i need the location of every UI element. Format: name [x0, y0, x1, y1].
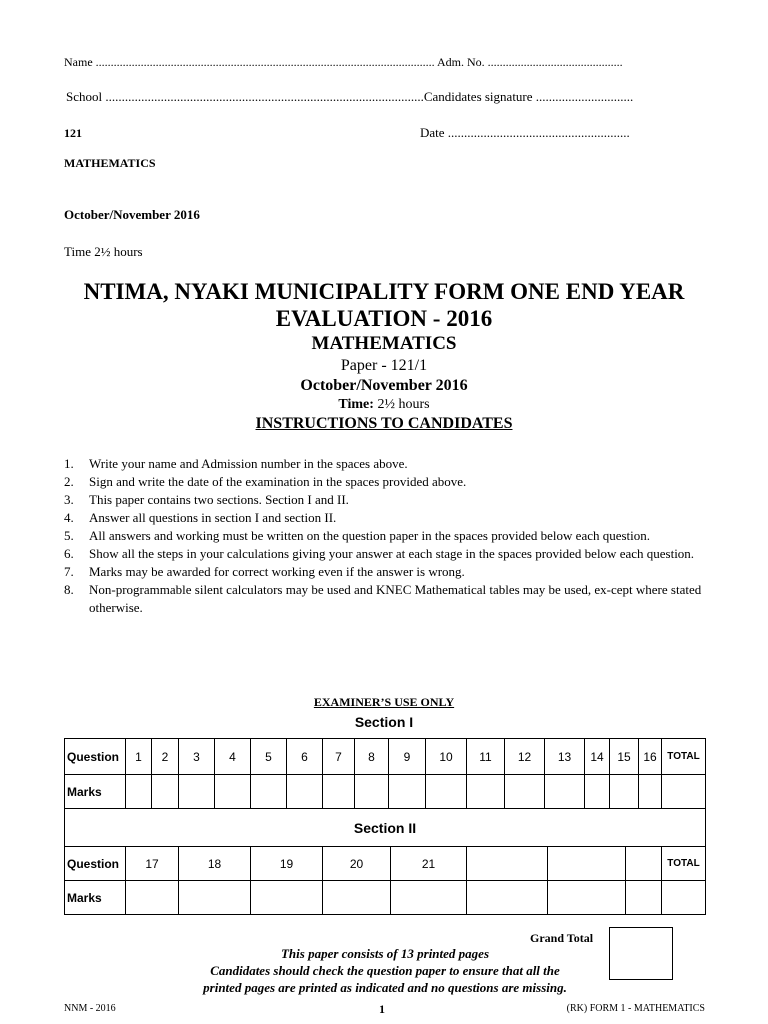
marks-cell[interactable]: [610, 775, 639, 809]
question-number: 10: [426, 739, 467, 775]
title-time: [0, 397, 768, 413]
section-2-table: [64, 846, 706, 915]
marks-cell[interactable]: [126, 775, 152, 809]
instruction-item: 7. Marks may be awarded for correct working even if the answer is wrong.: [64, 564, 465, 579]
notice-line-2: Candidates should check the question paper to ensure that all the: [210, 963, 560, 978]
section-2-title: Section II: [65, 809, 706, 847]
marks-cell[interactable]: [391, 881, 467, 915]
title-session: October/November 2016: [300, 377, 468, 394]
page-number: 1: [379, 1002, 385, 1016]
question-number: 1: [126, 739, 152, 775]
footer-right: (RK) FORM 1 - MATHEMATICS: [566, 1003, 705, 1014]
instruction-item: 8. Non-programmable silent calculators may be used and KNEC Mathematical tables may be used, ex-cept where stated otherwise.: [64, 582, 702, 615]
marks-cell[interactable]: [585, 775, 610, 809]
section-1-question-row: [65, 739, 706, 775]
instructions-heading: INSTRUCTIONS TO CANDIDATES: [255, 415, 513, 432]
marks-total-cell[interactable]: [662, 881, 706, 915]
marks-cell[interactable]: [215, 775, 251, 809]
question-number: 8: [355, 739, 389, 775]
total-label: TOTAL: [662, 739, 706, 775]
marks-cell[interactable]: [467, 881, 548, 915]
instruction-item: 2. Sign and write the date of the examination in the spaces provided above.: [64, 474, 467, 489]
question-number: [467, 847, 548, 881]
question-number: 12: [505, 739, 545, 775]
header-time: Time 2½ hours: [64, 244, 143, 259]
marks-cell[interactable]: [179, 881, 251, 915]
footer-left: NNM - 2016: [64, 1003, 116, 1014]
question-number: 6: [287, 739, 323, 775]
header-session: October/November 2016: [64, 207, 200, 222]
section-1-marks-row: [65, 775, 706, 809]
question-number: 17: [126, 847, 179, 881]
title-paper: Paper - 121/1: [340, 357, 428, 374]
question-number: 18: [179, 847, 251, 881]
question-number: 14: [585, 739, 610, 775]
school-signature-line: School ..................................................................................................Candidates signature ..............................: [66, 89, 634, 104]
question-label: Question: [65, 739, 126, 775]
marks-cell[interactable]: [545, 775, 585, 809]
section-2-marks-row: [65, 881, 706, 915]
marks-cell[interactable]: [426, 775, 467, 809]
instruction-item: 1. Write your name and Admission number in the spaces above.: [64, 456, 408, 471]
marks-cell[interactable]: [505, 775, 545, 809]
title-time-value: 2½ hours: [373, 397, 430, 412]
section-1-table: [64, 738, 706, 847]
marks-label: Marks: [65, 775, 126, 809]
date-line: Date ........................................................: [420, 125, 630, 140]
marks-total-cell[interactable]: [662, 775, 706, 809]
instructions-list: [64, 455, 714, 617]
question-number: 19: [251, 847, 323, 881]
question-number: 16: [639, 739, 662, 775]
section-1-title: Section I: [354, 714, 414, 730]
header-subject: MATHEMATICS: [64, 156, 156, 170]
instruction-item: 3. This paper contains two sections. Section I and II.: [64, 492, 349, 507]
question-number: 4: [215, 739, 251, 775]
section-2-title-row: [65, 809, 706, 847]
marks-cell[interactable]: [152, 775, 179, 809]
notice-line-1: This paper consists of 13 printed pages: [280, 946, 489, 961]
marks-cell[interactable]: [179, 775, 215, 809]
marks-cell[interactable]: [639, 775, 662, 809]
question-number: [548, 847, 626, 881]
marks-cell[interactable]: [323, 881, 391, 915]
marks-cell[interactable]: [323, 775, 355, 809]
marks-cell[interactable]: [287, 775, 323, 809]
title-line-1: NTIMA, NYAKI MUNICIPALITY FORM ONE END YEAR: [83, 279, 685, 304]
notice-line-3: printed pages are printed as indicated and no questions are missing.: [203, 980, 567, 995]
question-number: 3: [179, 739, 215, 775]
examiner-heading: EXAMINER’S USE ONLY: [313, 695, 455, 709]
marks-cell[interactable]: [251, 881, 323, 915]
question-number: 13: [545, 739, 585, 775]
marks-cell[interactable]: [389, 775, 426, 809]
question-number: 11: [467, 739, 505, 775]
instruction-item: 5. All answers and working must be written on the question paper in the spaces provided below each question.: [64, 528, 651, 543]
marks-label: Marks: [65, 881, 126, 915]
title-line-2: EVALUATION - 2016: [275, 306, 493, 331]
question-number: 9: [389, 739, 426, 775]
grand-total-label: Grand Total: [530, 931, 594, 945]
instruction-item: 6. Show all the steps in your calculations giving your answer at each stage in the spaces provided below each question.: [64, 546, 695, 561]
question-label: Question: [65, 847, 126, 881]
question-number: [626, 847, 662, 881]
question-number: 21: [391, 847, 467, 881]
question-number: 5: [251, 739, 287, 775]
marks-cell[interactable]: [467, 775, 505, 809]
instruction-item: 4. Answer all questions in section I and section II.: [64, 510, 337, 525]
marks-cell[interactable]: [355, 775, 389, 809]
grand-total-box[interactable]: [609, 927, 673, 980]
paper-code: 121: [64, 126, 82, 140]
question-number: 2: [152, 739, 179, 775]
title-time-label: Time:: [338, 397, 374, 412]
marks-cell[interactable]: [126, 881, 179, 915]
marks-cell[interactable]: [251, 775, 287, 809]
title-subject: MATHEMATICS: [311, 333, 457, 354]
marks-cell[interactable]: [626, 881, 662, 915]
question-number: 20: [323, 847, 391, 881]
question-number: 7: [323, 739, 355, 775]
section-2-question-row: [65, 847, 706, 881]
marks-cell[interactable]: [548, 881, 626, 915]
name-adm-line: Name ................................................................................................................. Adm. No. .............................................: [64, 55, 623, 69]
question-number: 15: [610, 739, 639, 775]
total-label: TOTAL: [662, 847, 706, 881]
